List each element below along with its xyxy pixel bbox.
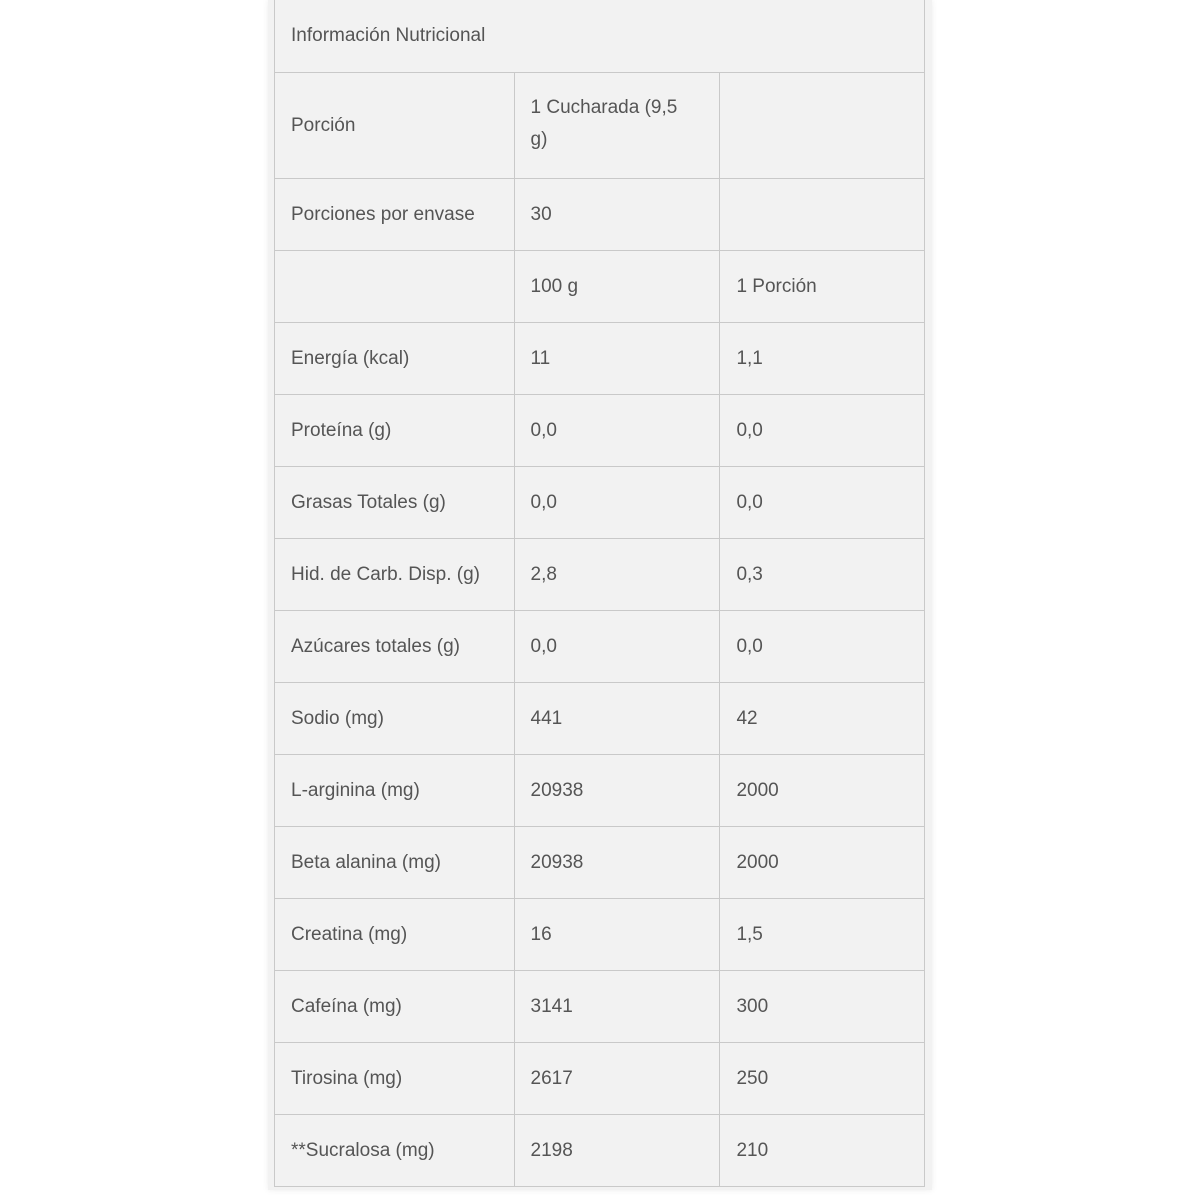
row-value-portion: 1,5 xyxy=(720,899,925,971)
table-row xyxy=(275,467,925,539)
row-value-portion: 1,1 xyxy=(720,323,925,395)
row-value-100g: 441 xyxy=(514,683,720,755)
row-value-100g: 2617 xyxy=(514,1043,720,1115)
row-label: Proteína (g) xyxy=(275,395,515,467)
row-label: Porción xyxy=(275,73,515,179)
row-value-portion: 42 xyxy=(720,683,925,755)
row-value-100g: 2,8 xyxy=(514,539,720,611)
row-label: **Sucralosa (mg) xyxy=(275,1115,515,1187)
row-label xyxy=(275,251,515,323)
row-label: Energía (kcal) xyxy=(275,323,515,395)
row-value-100g: 2198 xyxy=(514,1115,720,1187)
row-value-100g: 20938 xyxy=(514,755,720,827)
row-value-portion: 0,0 xyxy=(720,611,925,683)
table-row xyxy=(275,827,925,899)
row-value-portion: 0,3 xyxy=(720,539,925,611)
table-row xyxy=(275,323,925,395)
column-header-portion: 1 Porción xyxy=(720,251,925,323)
table-row xyxy=(275,683,925,755)
row-value-100g: 11 xyxy=(514,323,720,395)
row-value-100g: 20938 xyxy=(514,827,720,899)
table-row xyxy=(275,899,925,971)
table-row xyxy=(275,395,925,467)
row-label: Tirosina (mg) xyxy=(275,1043,515,1115)
row-value-portion: 2000 xyxy=(720,755,925,827)
table-row xyxy=(275,611,925,683)
row-value-100g: 3141 xyxy=(514,971,720,1043)
table-row xyxy=(275,73,925,179)
row-label: Hid. de Carb. Disp. (g) xyxy=(275,539,515,611)
row-value-100g: 16 xyxy=(514,899,720,971)
nutrition-table-panel xyxy=(268,0,932,1190)
table-row xyxy=(275,251,925,323)
row-label: Beta alanina (mg) xyxy=(275,827,515,899)
row-value-portion: 0,0 xyxy=(720,467,925,539)
row-value-100g: 30 xyxy=(514,179,720,251)
row-label: Sodio (mg) xyxy=(275,683,515,755)
row-value-portion: 250 xyxy=(720,1043,925,1115)
row-value-100g xyxy=(514,73,720,179)
column-header-100g: 100 g xyxy=(514,251,720,323)
table-row xyxy=(275,755,925,827)
row-value-100g: 0,0 xyxy=(514,467,720,539)
table-row xyxy=(275,1115,925,1187)
table-row xyxy=(275,179,925,251)
row-label: Azúcares totales (g) xyxy=(275,611,515,683)
table-row xyxy=(275,971,925,1043)
table-row xyxy=(275,539,925,611)
row-value-portion xyxy=(720,179,925,251)
row-value-portion: 0,0 xyxy=(720,395,925,467)
row-label: Cafeína (mg) xyxy=(275,971,515,1043)
row-value-100g: 0,0 xyxy=(514,395,720,467)
nutrition-table xyxy=(274,0,925,1187)
row-label: L-arginina (mg) xyxy=(275,755,515,827)
row-label: Grasas Totales (g) xyxy=(275,467,515,539)
row-label: Creatina (mg) xyxy=(275,899,515,971)
row-value-100g: 0,0 xyxy=(514,611,720,683)
table-header-row xyxy=(275,0,925,73)
row-value-portion: 210 xyxy=(720,1115,925,1187)
row-value-portion: 300 xyxy=(720,971,925,1043)
row-value-portion: 2000 xyxy=(720,827,925,899)
portion-size-text: 1 Cucharada (9,5 g) xyxy=(530,96,678,150)
row-label: Porciones por envase xyxy=(275,179,515,251)
row-value-portion xyxy=(720,73,925,179)
table-row xyxy=(275,1043,925,1115)
table-title: Información Nutricional xyxy=(275,0,925,73)
